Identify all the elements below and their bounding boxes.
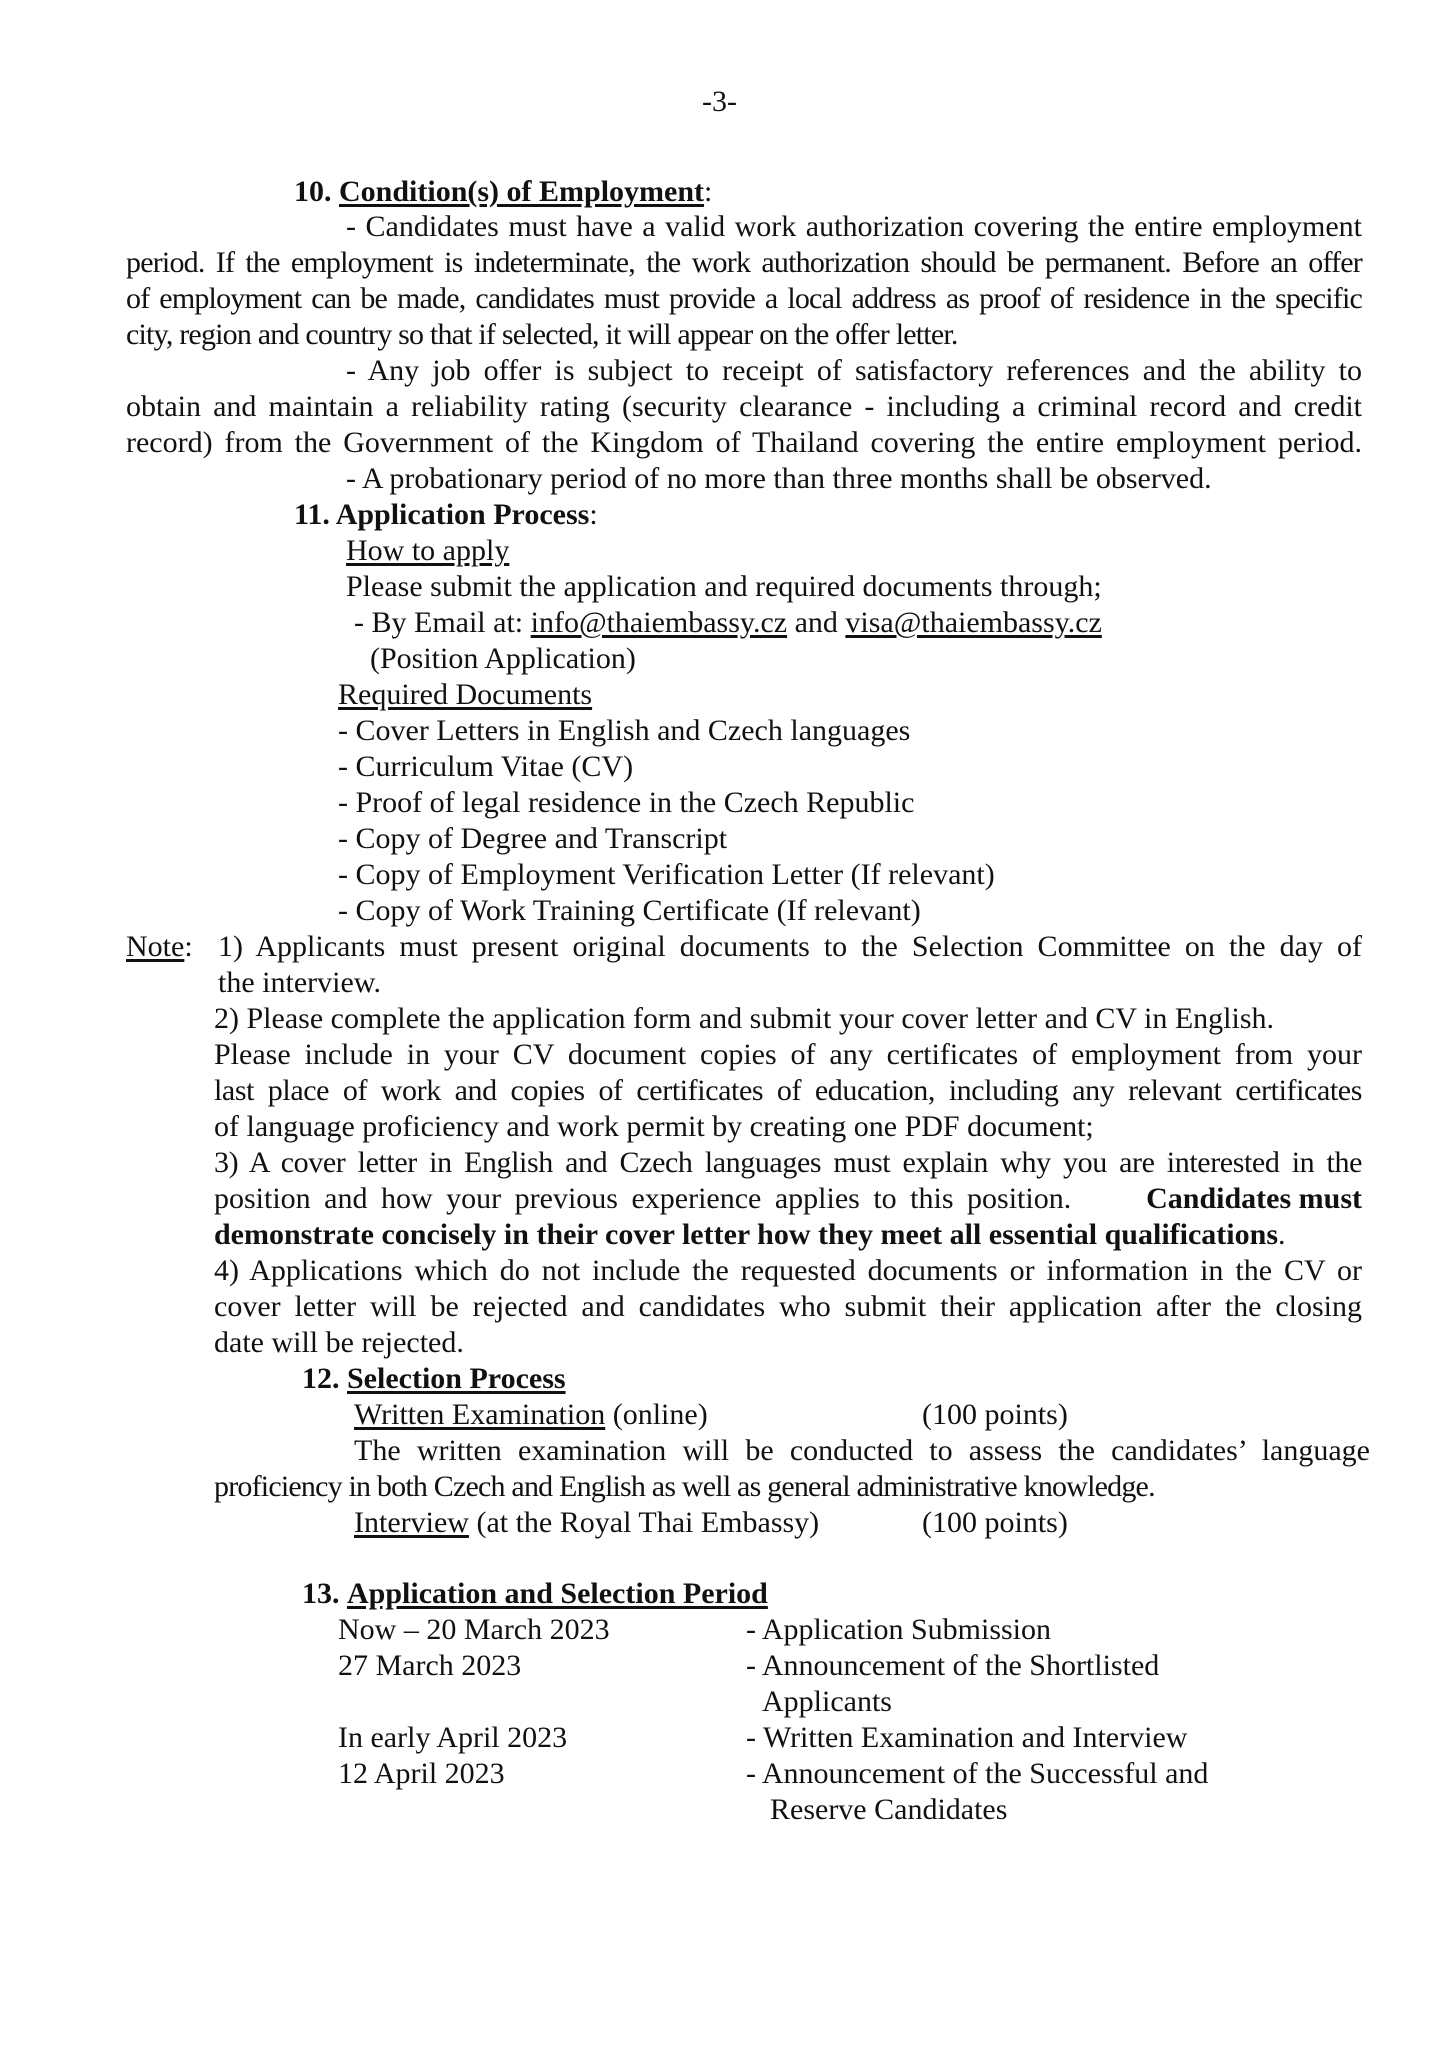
section-title: Condition(s) of Employment — [339, 175, 705, 208]
note-3-line1: 3) A cover letter in English and Czech languages must explain why you are interested in the — [214, 1146, 1362, 1179]
written-exam-points: (100 points) — [922, 1398, 1068, 1431]
period-event-continued: Applicants — [762, 1685, 892, 1718]
section-number: 13. — [302, 1577, 340, 1610]
period-event: - Announcement of the Successful and — [746, 1757, 1209, 1790]
note-3-line2-text: position and how your previous experience applies to this position. — [214, 1182, 1072, 1215]
s10-p1-line2: period. If the employment is indeterminate, the work authorization should be permanent. Before an offer — [126, 246, 1362, 279]
note-colon: : — [184, 930, 193, 963]
section-number: 10. — [294, 175, 332, 208]
section-title: 11. Application Process — [294, 498, 590, 531]
note-2-line4: of language proficiency and work permit by creating one PDF document; — [214, 1110, 1094, 1143]
doc-list-item: - Cover Letters in English and Czech languages — [338, 714, 911, 747]
s10-p1-line3: of employment can be made, candidates must provide a local address as proof of residence in the specific — [126, 282, 1362, 315]
note-3-line2 — [214, 1181, 1362, 1217]
note-4-line2: cover letter will be rejected and candidates who submit their application after the closing — [214, 1290, 1362, 1323]
note-3-line2-emphasis: Candidates must — [1146, 1182, 1362, 1215]
email-link-info[interactable]: info@thaiembassy.cz — [530, 606, 788, 639]
s10-p2-line3: record) from the Government of the Kingdom of Thailand covering the entire employment period. — [126, 426, 1362, 459]
period-event-continued: Reserve Candidates — [770, 1793, 1008, 1826]
heading-colon: : — [704, 175, 713, 208]
period-date: 12 April 2023 — [338, 1757, 505, 1790]
s10-p1-line1: - Candidates must have a valid work authorization covering the entire employment — [346, 210, 1362, 243]
note-label — [126, 929, 193, 965]
period-date: In early April 2023 — [338, 1721, 568, 1754]
doc-list-item: - Copy of Degree and Transcript — [338, 822, 728, 855]
s10-p2-line1: - Any job offer is subject to receipt of satisfactory references and the ability to — [346, 354, 1362, 387]
written-exam-mode: (online) — [605, 1398, 708, 1431]
note-2-line3: last place of work and copies of certificates of education, including any relevant certificates — [214, 1074, 1362, 1107]
required-documents-subheading: Required Documents — [338, 678, 593, 711]
section-10-heading — [294, 174, 712, 210]
section-title: Selection Process — [347, 1362, 566, 1395]
period-event: - Application Submission — [746, 1613, 1052, 1646]
interview-mode: (at the Royal Thai Embassy) — [468, 1506, 820, 1539]
email-link-visa[interactable]: visa@thaiembassy.cz — [845, 606, 1102, 639]
period-date: Now – 20 March 2023 — [338, 1613, 610, 1646]
period-event: - Written Examination and Interview — [746, 1721, 1188, 1754]
note-1-line1: 1) Applicants must present original documents to the Selection Committee on the day of — [218, 930, 1362, 963]
note-2-line1: 2) Please complete the application form and submit your cover letter and CV in English. — [214, 1002, 1275, 1035]
email-prefix: - By Email at: — [354, 606, 531, 639]
note-label-text: Note — [126, 930, 185, 963]
doc-list-item: - Proof of legal residence in the Czech Republic — [338, 786, 915, 819]
section-number: 12. — [302, 1362, 340, 1395]
page-number: -3- — [702, 85, 737, 118]
written-exam-desc-line2: proficiency in both Czech and English as well as general administrative knowledge. — [214, 1470, 1155, 1503]
section-11-heading — [294, 497, 598, 533]
written-exam-desc-line1: The written examination will be conducted to assess the candidates’ language — [354, 1434, 1370, 1467]
period-event: - Announcement of the Shortlisted — [746, 1649, 1160, 1682]
doc-list-item: - Copy of Work Training Certificate (If relevant) — [338, 894, 921, 927]
note-3-line3 — [214, 1217, 1286, 1253]
section-title: Application and Selection Period — [347, 1577, 768, 1610]
period-date: 27 March 2023 — [338, 1649, 522, 1682]
interview-points: (100 points) — [922, 1506, 1068, 1539]
written-exam-line — [354, 1397, 708, 1433]
heading-colon: : — [589, 498, 598, 531]
email-line — [354, 605, 1102, 641]
interview-line — [354, 1505, 819, 1541]
doc-list-item: - Copy of Employment Verification Letter (If relevant) — [338, 858, 995, 891]
note-3-line3-end: . — [1278, 1218, 1286, 1251]
note-1-line2: the interview. — [218, 966, 381, 999]
doc-list-item: - Curriculum Vitae (CV) — [338, 750, 634, 783]
how-to-apply-subheading: How to apply — [346, 534, 510, 567]
note-2-line2: Please include in your CV document copies of any certificates of employment from your — [214, 1038, 1362, 1071]
s10-p1-line4: city, region and country so that if selected, it will appear on the offer letter. — [126, 318, 958, 351]
note-4-line1: 4) Applications which do not include the requested documents or information in the CV or — [214, 1254, 1362, 1287]
s10-p2-line2: obtain and maintain a reliability rating (security clearance - including a criminal record and credit — [126, 390, 1362, 423]
note-3-line3-emphasis: demonstrate concisely in their cover letter how they meet all essential qualifications — [214, 1218, 1278, 1251]
section-12-heading — [302, 1361, 566, 1397]
s10-p3: - A probationary period of no more than three months shall be observed. — [346, 462, 1212, 495]
submit-instructions: Please submit the application and required documents through; — [346, 570, 1102, 603]
note-4-line3: date will be rejected. — [214, 1326, 464, 1359]
position-application-note: (Position Application) — [370, 642, 636, 675]
section-13-heading — [302, 1576, 768, 1612]
written-exam-label: Written Examination — [354, 1398, 606, 1431]
email-and: and — [787, 606, 846, 639]
interview-label: Interview — [354, 1506, 469, 1539]
